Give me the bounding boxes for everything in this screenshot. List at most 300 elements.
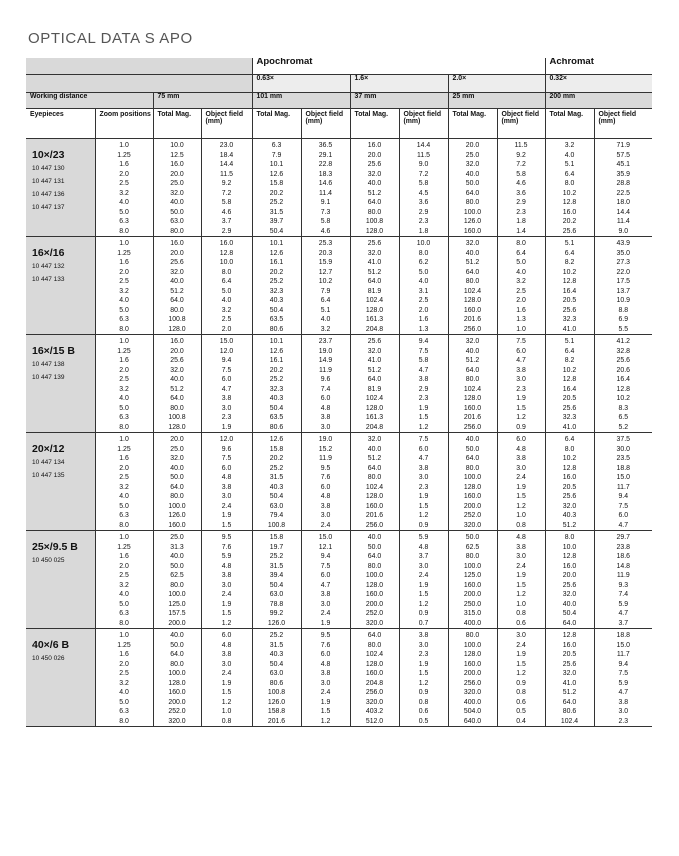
- object-field-value: 3.6: [418, 199, 429, 206]
- total-mag-value: 51.2: [562, 521, 577, 529]
- zoom-positions-cell: [95, 335, 153, 433]
- zoom-position: 6.3: [119, 610, 129, 617]
- total-mag-value: 64.0: [465, 268, 480, 276]
- zoom-position: 5.0: [119, 502, 129, 510]
- total-mag-value: 25.2: [269, 553, 284, 560]
- object-field-value: 9.0: [418, 161, 429, 168]
- object-field-value: 35.9: [616, 170, 630, 178]
- total-mag-value: 200.0: [463, 502, 482, 510]
- total-mag-value: 80.0: [367, 474, 382, 481]
- total-mag-value: 41.0: [562, 423, 577, 431]
- total-mag-value: 100.8: [267, 521, 286, 529]
- zoom-position: 1.0: [119, 338, 129, 345]
- object-field-value: 1.2: [418, 600, 429, 608]
- eyepieces-header: Eyepieces: [30, 111, 64, 118]
- total-mag-value: 20.0: [170, 170, 184, 178]
- object-field-value: 1.9: [516, 483, 526, 491]
- total-mag-value: 31.5: [269, 562, 284, 570]
- object-field-value: 9.5: [221, 534, 232, 541]
- object-field-value: 7.5: [418, 347, 429, 355]
- zoom-position: 5.0: [119, 600, 129, 608]
- zoom-position: 2.0: [119, 170, 129, 178]
- total-mag-value: 5.1: [564, 161, 575, 168]
- total-mag-value: 320.0: [365, 698, 384, 706]
- total-mag-value: 25.6: [562, 581, 577, 589]
- total-mag-value: 8.2: [564, 259, 575, 266]
- total-mag-value: 20.5: [562, 651, 577, 658]
- object-field-value: 12.8: [616, 385, 630, 393]
- total-mag-value: 25.6: [562, 660, 577, 668]
- total-mag-value: 64.0: [170, 297, 184, 304]
- object-field-value: 5.8: [418, 357, 429, 364]
- total-mag-value: 80.0: [170, 227, 184, 235]
- total-mag-value: 8.0: [564, 180, 575, 187]
- total-mag-value: 160.0: [463, 306, 482, 314]
- object-field-value: 2.9: [516, 199, 526, 206]
- zoom-position: 6.3: [119, 316, 129, 323]
- total-mag-cell: [252, 237, 301, 335]
- total-mag-value: 16.0: [170, 338, 184, 345]
- object-field-value: 1.2: [418, 679, 429, 687]
- object-field-value: 4.7: [418, 455, 429, 462]
- total-mag-cell: [448, 531, 497, 629]
- total-mag-value: 40.0: [465, 347, 480, 355]
- total-mag-value: 78.8: [269, 600, 284, 608]
- total-mag-value: 80.6: [562, 708, 577, 715]
- total-mag-value: 16.0: [562, 474, 577, 481]
- object-field-value: 3.8: [618, 698, 629, 706]
- total-mag-value: 128.0: [463, 651, 482, 658]
- total-mag-value: 4.0: [564, 151, 575, 159]
- total-mag-value: 128.0: [365, 493, 384, 500]
- header-blank: [26, 75, 252, 93]
- eyepiece-order-number: 10 447 133: [32, 276, 65, 283]
- total-mag-value: 79.4: [269, 512, 284, 519]
- total-mag-value: 64.0: [367, 464, 382, 472]
- total-mag-value: 64.0: [367, 278, 382, 285]
- object-field-value: 1.5: [418, 591, 429, 598]
- object-field-value: 6.0: [418, 445, 429, 453]
- total-mag-cell: [448, 433, 497, 531]
- zoom-position: 4.0: [119, 493, 129, 500]
- total-mag-value: 102.4: [365, 483, 384, 491]
- object-field-value: 1.8: [418, 227, 429, 235]
- object-field-value: 0.4: [516, 717, 526, 725]
- object-field-value: 6.0: [516, 436, 526, 443]
- object-field-value: 2.4: [516, 562, 526, 570]
- object-field-value: 7.5: [516, 338, 526, 345]
- object-field-value: 15.9: [318, 259, 333, 266]
- zoom-position: 3.2: [119, 385, 129, 393]
- total-mag-value: 252.0: [463, 512, 482, 519]
- object-field-value: 9.4: [618, 493, 629, 500]
- object-field-value: 6.0: [320, 483, 331, 491]
- eyepiece-group-row: [26, 629, 652, 727]
- total-mag-value: 160.0: [365, 591, 384, 598]
- object-field-value: 0.9: [516, 423, 526, 431]
- object-field-value: 1.5: [516, 404, 526, 412]
- eyepiece-order-number: 10 447 137: [32, 204, 65, 211]
- total-mag-value: 64.0: [170, 483, 184, 491]
- total-mag-cell: [448, 629, 497, 727]
- total-mag-value: 32.0: [465, 240, 480, 247]
- zoom-position: 6.3: [119, 708, 129, 715]
- object-field-value: 6.4: [516, 249, 526, 257]
- object-field-value: 4.6: [221, 208, 232, 216]
- total-mag-value: 125.0: [463, 572, 482, 579]
- object-field-value: 1.2: [516, 414, 526, 421]
- total-mag-value: 50.4: [269, 306, 284, 314]
- object-field-value: 4.0: [221, 297, 232, 304]
- total-mag-value: 6.4: [564, 436, 575, 443]
- zoom-position: 4.0: [119, 395, 129, 402]
- working-distance-base: 75 mm: [153, 93, 252, 109]
- total-mag-value: 400.0: [463, 619, 482, 627]
- total-mag-value: 64.0: [367, 632, 382, 639]
- object-field-value: 0.8: [418, 698, 429, 706]
- object-field-value: 9.4: [320, 553, 331, 560]
- zoom-position: 2.0: [119, 366, 129, 374]
- total-mag-value: 15.8: [269, 180, 284, 187]
- object-field-value: 6.0: [320, 395, 331, 402]
- object-field-value: 16.4: [616, 376, 630, 383]
- eyepiece-group-row: [26, 139, 652, 237]
- object-field-value: 14.6: [318, 180, 333, 187]
- object-field-value: 9.5: [320, 464, 331, 472]
- total-mag-value: 256.0: [463, 423, 482, 431]
- total-mag-value: 157.5: [168, 610, 186, 617]
- zoom-header: Zoom positions: [95, 109, 153, 139]
- total-mag-value: 15.8: [269, 445, 284, 453]
- total-mag-value: 20.0: [465, 142, 480, 149]
- total-mag-value: 32.0: [170, 268, 184, 276]
- total-mag-value: 80.0: [367, 562, 382, 570]
- total-mag-header: Total Mag.: [545, 109, 594, 139]
- object-field-cell: [399, 139, 448, 237]
- eyepiece-name: 20×/12: [32, 443, 65, 455]
- total-mag-value: 80.0: [170, 660, 184, 668]
- object-field-value: 9.3: [618, 581, 629, 589]
- total-mag-value: 80.0: [170, 404, 184, 412]
- zoom-positions-cell: [95, 139, 153, 237]
- total-mag-header: Total Mag.: [252, 109, 301, 139]
- total-mag-value: 12.8: [562, 199, 577, 206]
- object-field-value: 1.9: [516, 572, 526, 579]
- object-field-value: 12.1: [318, 543, 333, 551]
- object-field-value: 3.0: [418, 474, 429, 481]
- zoom-position: 1.25: [117, 445, 131, 453]
- zoom-position: 6.3: [119, 414, 129, 421]
- total-mag-value: 19.7: [269, 543, 284, 551]
- object-field-value: 4.7: [516, 357, 526, 364]
- object-field-value: 10.2: [318, 278, 333, 285]
- total-mag-value: 201.6: [463, 316, 482, 323]
- total-mag-value: 50.0: [170, 562, 184, 570]
- total-mag-value: 41.0: [562, 325, 577, 333]
- total-mag-value: 16.4: [562, 385, 577, 393]
- object-field-header: Object field (mm): [301, 109, 350, 139]
- total-mag-value: 31.5: [269, 208, 284, 216]
- object-field-header: Object field (mm): [201, 109, 252, 139]
- object-field-cell: [301, 433, 350, 531]
- object-field-value: 3.8: [320, 670, 331, 677]
- total-mag-value: 200.0: [463, 670, 482, 677]
- object-field-value: 2.3: [516, 385, 526, 393]
- zoom-position: 3.2: [119, 189, 129, 197]
- total-mag-value: 100.0: [168, 670, 186, 677]
- object-field-value: 6.0: [320, 572, 331, 579]
- eyepiece-cell: [26, 335, 95, 433]
- object-field-value: 3.7: [221, 218, 232, 225]
- total-mag-value: 12.8: [562, 376, 577, 383]
- zoom-position: 1.25: [117, 347, 131, 355]
- total-mag-value: 160.0: [365, 502, 384, 510]
- object-field-value: 1.2: [516, 591, 526, 598]
- total-mag-value: 25.2: [269, 199, 284, 206]
- total-mag-value: 16.1: [269, 259, 284, 266]
- object-field-value: 1.9: [221, 512, 232, 519]
- working-distance-16: 37 mm: [350, 93, 448, 109]
- mag-032: 0.32×: [545, 75, 652, 93]
- zoom-position: 3.2: [119, 679, 129, 687]
- total-mag-value: 32.0: [170, 366, 184, 374]
- total-mag-value: 102.4: [365, 297, 384, 304]
- object-field-value: 7.5: [320, 562, 331, 570]
- object-field-value: 2.4: [516, 641, 526, 649]
- eyepiece-group-row: [26, 335, 652, 433]
- total-mag-value: 201.6: [365, 512, 384, 519]
- object-field-value: 18.6: [616, 553, 630, 560]
- total-mag-value: 5.1: [564, 240, 575, 247]
- total-mag-value: 50.0: [465, 534, 480, 541]
- total-mag-value: 160.0: [463, 660, 482, 668]
- total-mag-value: 128.0: [168, 679, 186, 687]
- object-field-value: 0.9: [516, 679, 526, 687]
- total-mag-value: 32.0: [367, 170, 382, 178]
- total-mag-value: 25.6: [367, 240, 382, 247]
- object-field-value: 3.0: [516, 553, 526, 560]
- object-field-value: 7.9: [320, 287, 331, 295]
- zoom-position: 4.0: [119, 591, 129, 598]
- total-mag-value: 32.0: [367, 249, 382, 257]
- eyepiece-order-number: 10 447 139: [32, 374, 65, 381]
- object-field-value: 25.6: [616, 357, 630, 364]
- object-field-value: 15.2: [318, 445, 333, 453]
- total-mag-cell: [350, 139, 399, 237]
- total-mag-value: 16.0: [562, 562, 577, 570]
- object-field-value: 3.0: [320, 423, 331, 431]
- total-mag-value: 63.0: [269, 502, 284, 510]
- total-mag-cell: [448, 237, 497, 335]
- object-field-value: 7.4: [618, 591, 629, 598]
- zoom-position: 8.0: [119, 521, 129, 529]
- object-field-value: 4.5: [418, 189, 429, 197]
- object-field-value: 6.4: [221, 278, 232, 285]
- eyepiece-order-number: 10 450 025: [32, 557, 65, 564]
- total-mag-cell: [545, 433, 594, 531]
- object-field-value: 71.9: [616, 142, 630, 149]
- total-mag-value: 204.8: [365, 679, 384, 687]
- total-mag-value: 512.0: [365, 717, 384, 725]
- eyepiece-name: 10×/23: [32, 149, 65, 161]
- zoom-position: 1.0: [119, 436, 129, 443]
- total-mag-value: 128.0: [365, 306, 384, 314]
- total-mag-value: 16.4: [562, 287, 577, 295]
- eyepiece-cell: [26, 629, 95, 727]
- total-mag-value: 51.2: [367, 189, 382, 197]
- total-mag-value: 25.6: [367, 161, 382, 168]
- mag-063: 0.63×: [252, 75, 350, 93]
- object-field-value: 4.8: [418, 543, 429, 551]
- total-mag-value: 160.0: [463, 581, 482, 589]
- object-field-cell: [399, 335, 448, 433]
- object-field-value: 3.2: [221, 306, 232, 314]
- total-mag-value: 128.0: [463, 395, 482, 402]
- object-field-value: 43.9: [616, 240, 630, 247]
- object-field-value: 2.0: [516, 297, 526, 304]
- eyepiece-order-number: 10 450 026: [32, 655, 65, 662]
- total-mag-value: 128.0: [463, 297, 482, 304]
- object-field-value: 6.0: [221, 376, 232, 383]
- object-field-value: 1.2: [516, 670, 526, 677]
- total-mag-value: 126.0: [267, 619, 286, 627]
- object-field-value: 8.8: [618, 306, 629, 314]
- total-mag-value: 16.0: [562, 208, 577, 216]
- total-mag-value: 40.0: [170, 199, 184, 206]
- object-field-value: 3.8: [320, 414, 331, 421]
- total-mag-value: 62.5: [465, 543, 480, 551]
- object-field-value: 1.2: [516, 502, 526, 510]
- object-field-value: 9.6: [221, 445, 232, 453]
- total-mag-value: 64.0: [465, 455, 480, 462]
- total-mag-value: 504.0: [463, 708, 482, 715]
- object-field-value: 2.5: [221, 316, 232, 323]
- object-field-value: 0.9: [418, 610, 429, 617]
- object-field-value: 1.9: [320, 619, 331, 627]
- zoom-positions-cell: [95, 237, 153, 335]
- total-mag-value: 64.0: [170, 651, 184, 658]
- object-field-value: 5.5: [618, 325, 629, 333]
- object-field-value: 1.2: [320, 717, 331, 725]
- object-field-value: 3.8: [320, 502, 331, 510]
- object-field-value: 1.5: [221, 689, 232, 696]
- total-mag-value: 32.3: [562, 414, 577, 421]
- total-mag-value: 320.0: [463, 689, 482, 696]
- total-mag-value: 100.0: [463, 208, 482, 216]
- object-field-value: 4.7: [221, 385, 232, 393]
- total-mag-value: 40.0: [170, 376, 184, 383]
- total-mag-value: 12.5: [170, 151, 184, 159]
- total-mag-value: 200.0: [168, 698, 186, 706]
- total-mag-value: 20.2: [269, 268, 284, 276]
- total-mag-value: 50.0: [170, 641, 184, 649]
- object-field-value: 1.3: [516, 316, 526, 323]
- object-field-value: 12.7: [318, 268, 333, 276]
- object-field-value: 4.7: [618, 689, 629, 696]
- zoom-position: 3.2: [119, 483, 129, 491]
- zoom-position: 1.6: [119, 161, 129, 168]
- total-mag-value: 32.0: [562, 591, 577, 598]
- total-mag-value: 400.0: [463, 698, 482, 706]
- total-mag-header: Total Mag.: [350, 109, 399, 139]
- object-field-value: 4.8: [320, 493, 331, 500]
- total-mag-value: 102.4: [560, 717, 579, 725]
- object-field-value: 6.9: [618, 316, 629, 323]
- object-field-value: 0.6: [516, 698, 526, 706]
- zoom-position: 2.5: [119, 180, 129, 187]
- object-field-value: 8.3: [618, 404, 629, 412]
- total-mag-value: 31.3: [170, 543, 184, 551]
- total-mag-value: 100.0: [463, 641, 482, 649]
- total-mag-value: 50.4: [562, 610, 577, 617]
- total-mag-value: 32.0: [170, 455, 184, 462]
- object-field-value: 20.3: [318, 249, 333, 257]
- total-mag-value: 80.0: [465, 632, 480, 639]
- object-field-value: 7.5: [221, 455, 232, 462]
- total-mag-value: 80.0: [170, 493, 184, 500]
- total-mag-value: 80.0: [465, 376, 480, 383]
- zoom-positions-cell: [95, 433, 153, 531]
- total-mag-value: 256.0: [365, 689, 384, 696]
- total-mag-cell: [350, 629, 399, 727]
- object-field-value: 9.4: [418, 338, 429, 345]
- object-field-value: 3.8: [221, 395, 232, 402]
- object-field-value: 1.6: [516, 306, 526, 314]
- total-mag-value: 160.0: [168, 521, 186, 529]
- object-field-value: 14.8: [616, 562, 630, 570]
- working-distance-032: 200 mm: [545, 93, 652, 109]
- eyepiece-group-row: [26, 531, 652, 629]
- object-field-value: 28.8: [616, 180, 630, 187]
- total-mag-value: 80.6: [269, 423, 284, 431]
- object-field-value: 6.0: [221, 632, 232, 639]
- total-mag-value: 102.4: [463, 287, 482, 295]
- object-field-value: 23.5: [616, 455, 630, 462]
- total-mag-value: 25.0: [465, 151, 480, 159]
- object-field-value: 11.9: [319, 455, 332, 462]
- total-mag-value: 102.4: [365, 395, 384, 402]
- total-mag-value: 250.0: [463, 600, 482, 608]
- object-field-value: 15.0: [616, 474, 630, 481]
- total-mag-value: 40.0: [367, 534, 382, 541]
- object-field-value: 18.4: [219, 151, 234, 159]
- total-mag-value: 128.0: [365, 227, 384, 235]
- object-field-value: 7.5: [618, 502, 629, 510]
- total-mag-value: 25.6: [170, 357, 184, 364]
- object-field-value: 7.3: [320, 208, 331, 216]
- object-field-value: 9.6: [320, 376, 331, 383]
- total-mag-value: 201.6: [267, 717, 286, 725]
- mag-20: 2.0×: [448, 75, 545, 93]
- object-field-value: 3.0: [516, 464, 526, 472]
- object-field-value: 2.4: [320, 689, 331, 696]
- object-field-value: 5.1: [320, 306, 331, 314]
- zoom-position: 4.0: [119, 199, 129, 206]
- total-mag-value: 200.0: [168, 619, 186, 627]
- object-field-value: 1.2: [221, 698, 232, 706]
- total-mag-value: 51.2: [562, 689, 577, 696]
- page-title: OPTICAL DATA S APO: [28, 30, 193, 47]
- zoom-positions-cell: [95, 531, 153, 629]
- zoom-position: 2.5: [119, 474, 129, 481]
- total-mag-value: 40.3: [562, 512, 577, 519]
- total-mag-value: 12.6: [269, 347, 284, 355]
- object-field-value: 18.3: [318, 170, 333, 178]
- object-field-cell: [399, 531, 448, 629]
- object-field-value: 3.0: [320, 600, 331, 608]
- object-field-value: 23.0: [219, 142, 234, 149]
- object-field-value: 0.8: [516, 689, 526, 696]
